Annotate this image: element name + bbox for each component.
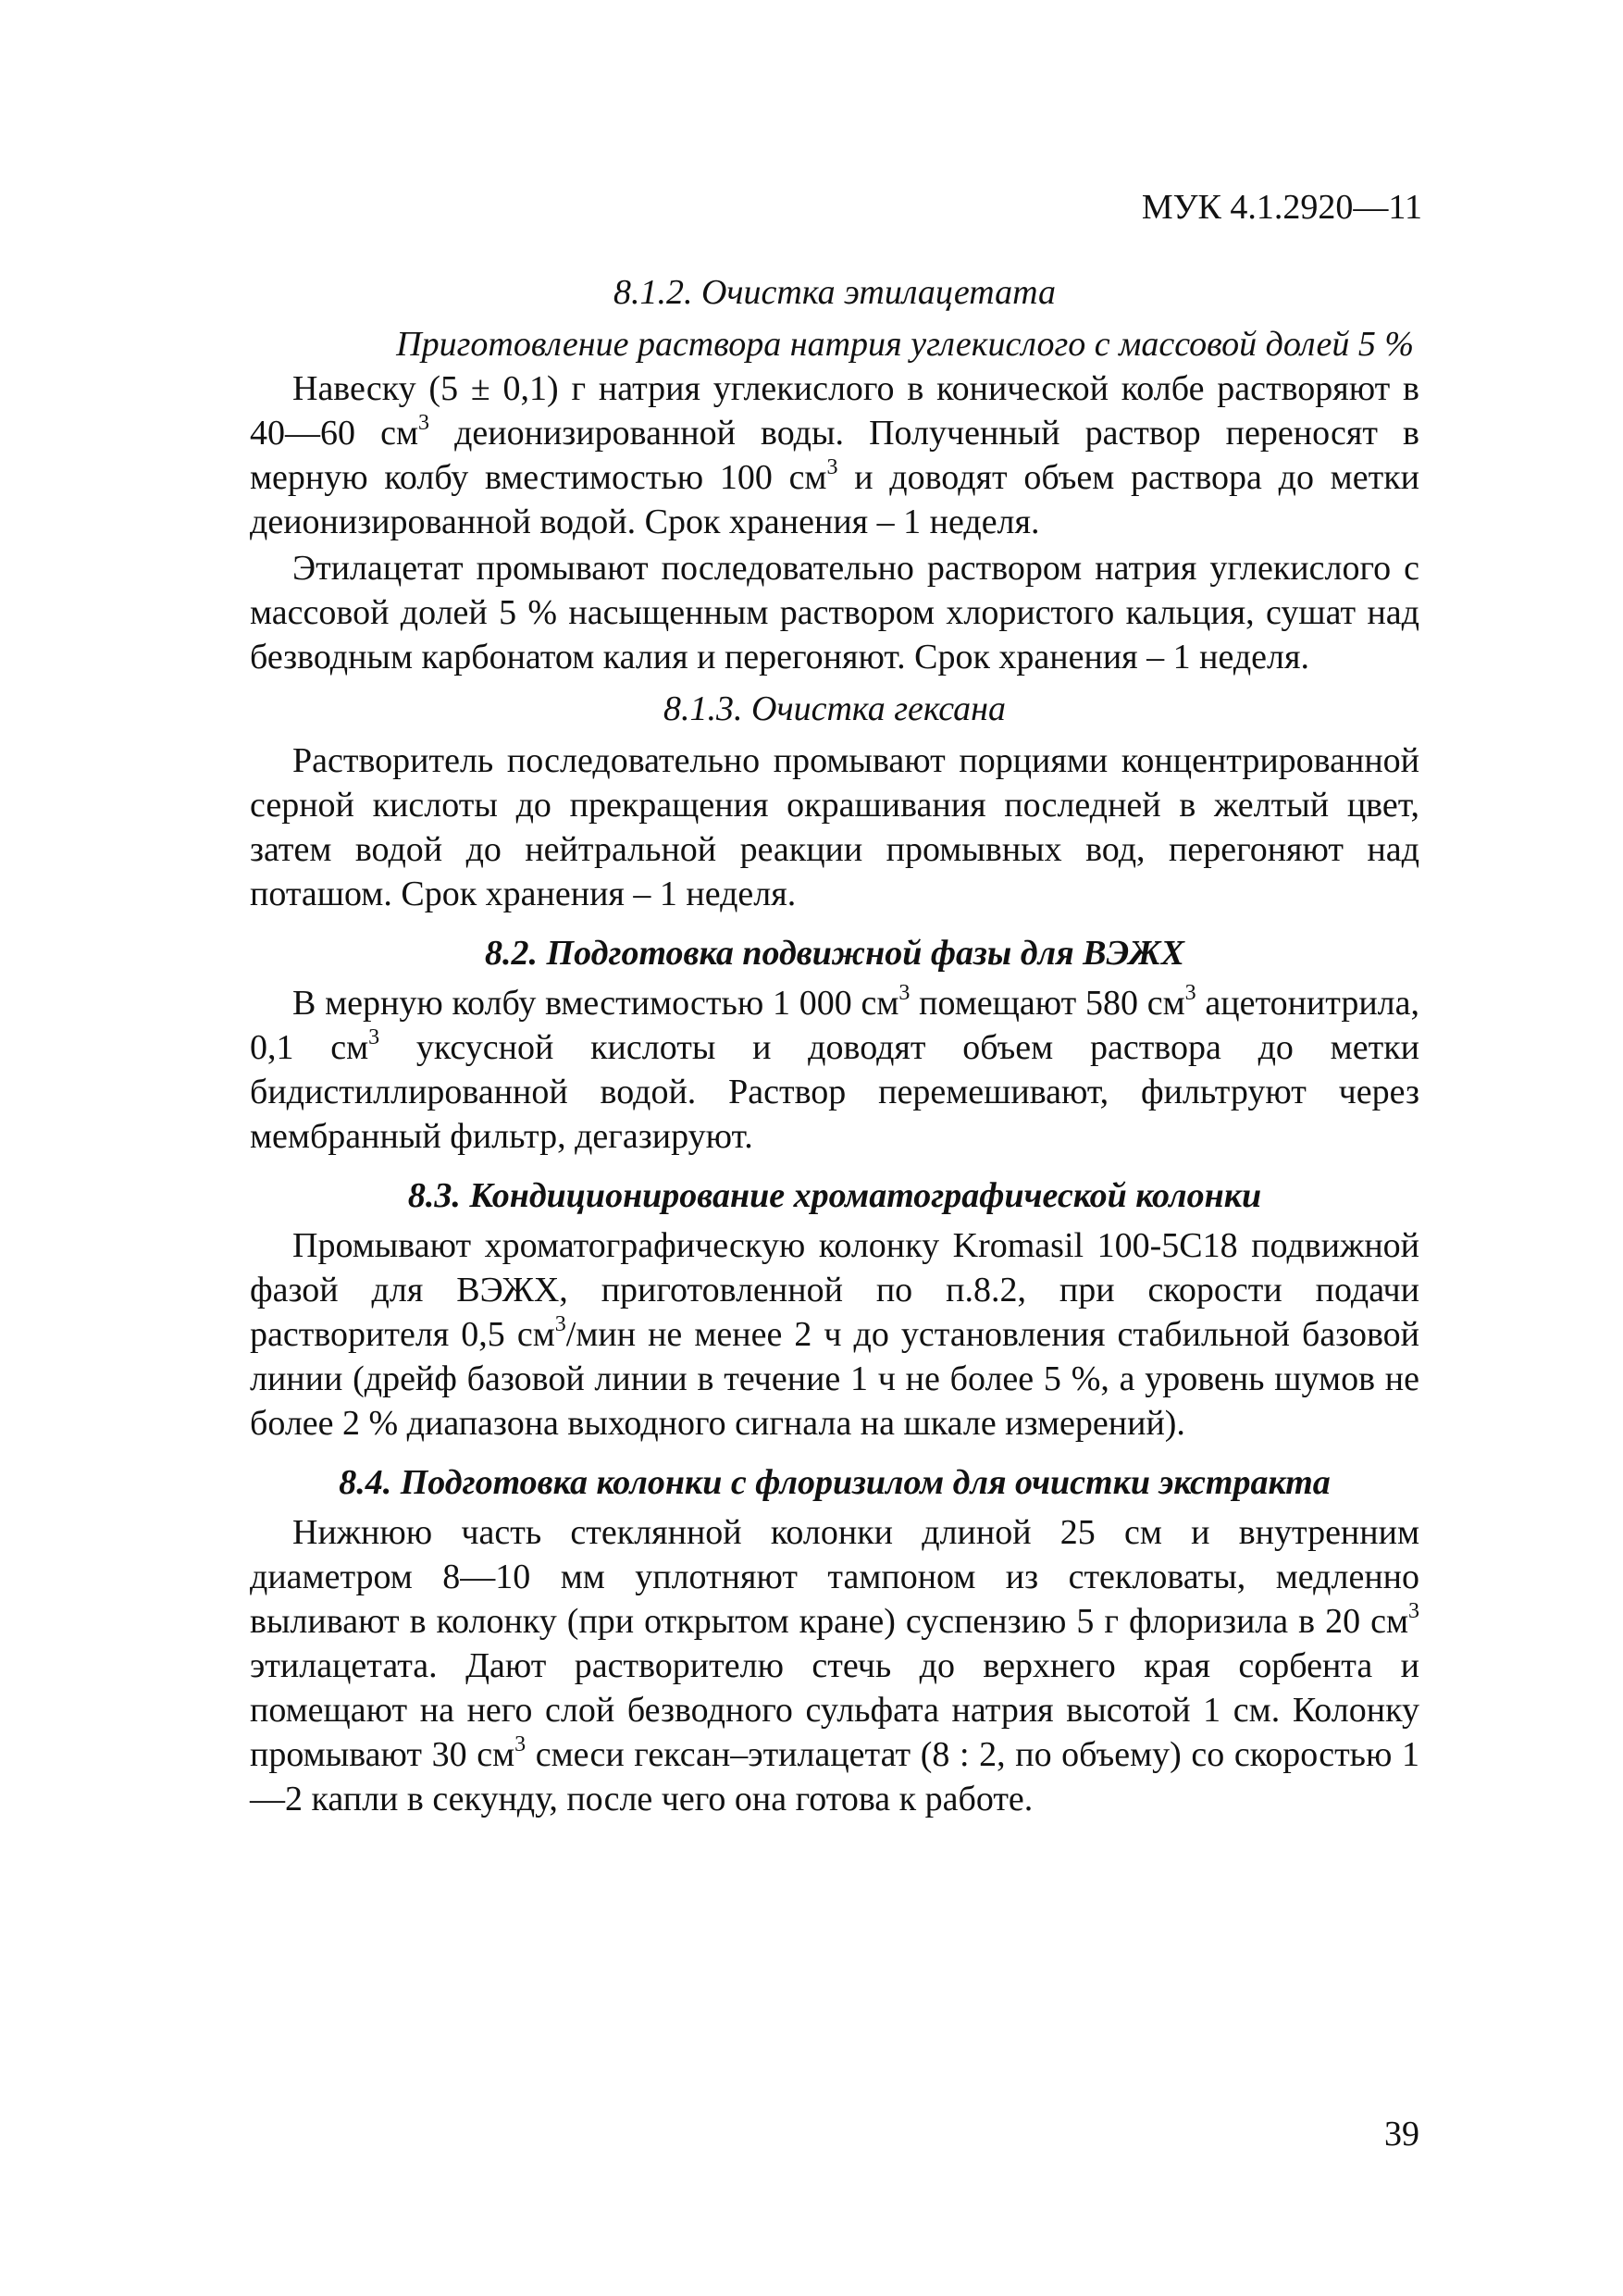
document-body [250, 270, 1419, 1821]
heading-8-4: 8.4. Подготовка колонки с флоризилом для очистки экстракта [339, 1463, 1331, 1502]
paragraph-mobile-phase: В мерную колбу вместимостью 1 000 $см^3$ помещают 580 $см^3$ ацетонитрила, 0,1 $см^3$ уксусной кислоты и доводят объем раствора до метки бидистиллированной водой. Раствор перемешивают, фильтруют через мембранный фильтр, дегазируют. [250, 981, 1419, 1156]
heading-8-1-2: 8.1.2. Очистка этилацетата [613, 273, 1057, 312]
subheading-solution-prep: Приготовление раствора натрия углекислого с массовой долей 5 % [396, 325, 1414, 364]
heading-8-2: 8.2. Подготовка подвижной фазы для ВЭЖХ [485, 934, 1184, 973]
document-code: МУК 4.1.2920—11 [1141, 188, 1422, 227]
heading-8-3: 8.3. Кондиционирование хроматографической колонки [407, 1176, 1262, 1215]
heading-8-1-3: 8.1.3. Очистка гексана [663, 689, 1006, 728]
page-number: 39 [1384, 2115, 1419, 2153]
paragraph-sodium-carbonate: Навеску (5 ± 0,1) г натрия углекислого в конической колбе растворяют в 40—60 $см^3$ деионизированной воды. Полученный раствор переносят в мерную колбу вместимостью 100 $см^3$ и доводят объем раствора до метки деионизированной водой. Срок хранения – 1 неделя. [250, 369, 1420, 541]
paragraph-hexane: Растворитель последовательно промывают порциями концентрированной серной кислоты до прекращения окрашивания последней в желтый цвет, затем водой до нейтральной реакции промывных вод, перегоняют над поташом. Срок хранения – 1 неделя. [250, 741, 1419, 913]
paragraph-column-conditioning: Промывают хроматографическую колонку Kromasil 100-5C18 подвижной фазой для ВЭЖХ, приготовленной по п.8.2, при скорости подачи растворителя 0,5 $см^3$/мин не менее 2 ч до установления стабильной базовой линии (дрейф базовой линии в течение 1 ч не более 5 %, а уровень шумов не более 2 % диапазона выходного сигнала на шкале измерений). [250, 1226, 1419, 1443]
paragraph-florisil-column: Нижнюю часть стеклянной колонки длиной 25 см и внутренним диаметром 8—10 мм уплотняют тампоном из стекловаты, медленно выливают в колонку (при открытом кране) суспензию 5 г флоризила в 20 $см^3$ этилацетата. Дают растворителю стечь до верхнего края сорбента и помещают на него слой безводного сульфата натрия высотой 1 см. Колонку промывают 30 $см^3$ смеси гексан–этилацетат (8 : 2, по объему) со скоростью 1—2 капли в секунду, после чего она готова к работе. [250, 1513, 1420, 1818]
paragraph-ethyl-acetate: Этилацетат промывают последовательно раствором натрия углекислого с массовой долей 5 % насыщенным раствором хлористого кальция, сушат над безводным карбонатом калия и перегоняют. Срок хранения – 1 неделя. [250, 549, 1419, 676]
